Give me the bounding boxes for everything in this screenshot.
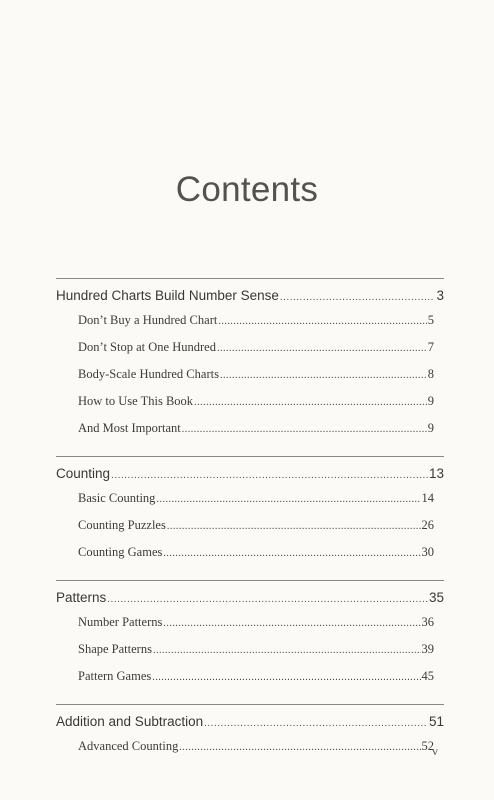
- toc-section: [56, 456, 444, 566]
- chapter-page-number: 13: [428, 466, 444, 481]
- chapter-title: Hundred Charts Build Number Sense: [56, 288, 279, 303]
- toc-entry[interactable]: [56, 361, 444, 388]
- dot-leader: [218, 308, 426, 335]
- dot-leader: [179, 734, 420, 761]
- entry-title: Shape Patterns: [78, 642, 152, 656]
- dot-leader: [163, 540, 420, 567]
- entry-title: Counting Games: [78, 545, 163, 559]
- toc-entry[interactable]: [56, 636, 444, 663]
- toc-entry[interactable]: [56, 663, 444, 690]
- dot-leader: [167, 513, 421, 540]
- entry-page-number: 36: [421, 615, 434, 629]
- chapter-title: Counting: [56, 466, 111, 481]
- toc-entry[interactable]: [56, 539, 444, 566]
- entry-title: Counting Puzzles: [78, 518, 166, 532]
- chapter-page-number: 35: [428, 590, 444, 605]
- dot-leader: [163, 610, 420, 637]
- entry-page-number: 45: [421, 669, 434, 683]
- dot-leader: [152, 664, 420, 691]
- toc-entry[interactable]: [56, 512, 444, 539]
- dot-leader: [111, 465, 428, 487]
- toc-entry[interactable]: [56, 485, 444, 512]
- chapter-page-number: 3: [436, 288, 444, 303]
- dot-leader: [194, 389, 427, 416]
- toc-entry[interactable]: [56, 388, 444, 415]
- entry-title: How to Use This Book: [78, 394, 194, 408]
- entry-title: Don’t Stop at One Hundred: [78, 340, 216, 354]
- entry-page-number: 14: [421, 491, 434, 505]
- chapter-page-number: 51: [428, 714, 444, 729]
- toc-section: [56, 580, 444, 690]
- toc-entry[interactable]: [56, 609, 444, 636]
- dot-leader: [204, 713, 428, 735]
- entry-title: Advanced Counting: [78, 739, 179, 753]
- dot-leader: [217, 335, 427, 362]
- entry-page-number: 9: [427, 421, 434, 435]
- toc-chapter-heading[interactable]: [56, 711, 444, 733]
- entry-page-number: 30: [421, 545, 434, 559]
- toc-chapter-heading[interactable]: [56, 463, 444, 485]
- entry-page-number: 7: [427, 340, 434, 354]
- toc-entry[interactable]: [56, 334, 444, 361]
- toc-chapter-heading[interactable]: [56, 587, 444, 609]
- toc-entry[interactable]: [56, 733, 444, 760]
- table-of-contents: [56, 278, 444, 774]
- entry-title: Basic Counting: [78, 491, 156, 505]
- toc-section: [56, 278, 444, 442]
- entry-page-number: 39: [421, 642, 434, 656]
- dot-leader: [182, 416, 427, 443]
- chapter-title: Patterns: [56, 590, 107, 605]
- entry-page-number: 5: [427, 313, 434, 327]
- entry-title: Pattern Games: [78, 669, 152, 683]
- dot-leader: [220, 362, 427, 389]
- entry-page-number: 52: [421, 739, 434, 753]
- chapter-title: Addition and Subtraction: [56, 714, 204, 729]
- dot-leader: [153, 637, 421, 664]
- dot-leader: [156, 486, 420, 513]
- toc-chapter-heading[interactable]: [56, 285, 444, 307]
- page-folio: v: [432, 744, 438, 758]
- entry-title: Don’t Buy a Hundred Chart: [78, 313, 218, 327]
- toc-entry[interactable]: [56, 415, 444, 442]
- entry-title: And Most Important: [78, 421, 181, 435]
- entry-title: Number Patterns: [78, 615, 163, 629]
- entry-page-number: 26: [421, 518, 434, 532]
- toc-entry[interactable]: [56, 307, 444, 334]
- page-title: Contents: [175, 170, 319, 209]
- dot-leader: [280, 287, 436, 309]
- entry-page-number: 8: [427, 367, 434, 381]
- entry-title: Body-Scale Hundred Charts: [78, 367, 219, 381]
- entry-page-number: 9: [427, 394, 434, 408]
- dot-leader: [107, 589, 428, 611]
- toc-section: [56, 704, 444, 760]
